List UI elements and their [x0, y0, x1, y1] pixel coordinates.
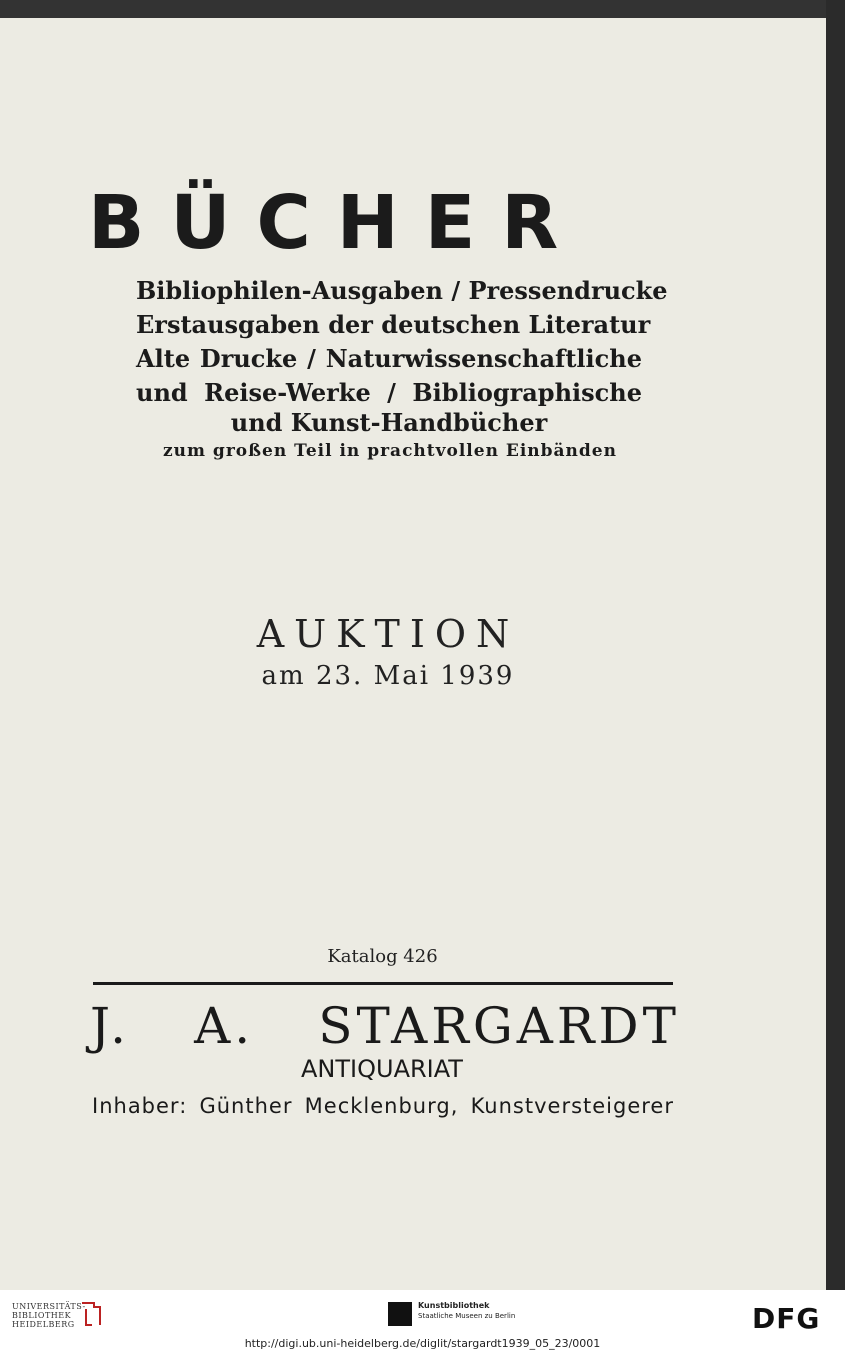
- subtitle-line-1: Bibliophilen-Ausgaben / Pressendrucke: [136, 276, 668, 305]
- dfg-logo: DFG: [752, 1302, 821, 1335]
- ub-line-2: BIBLIOTHEK: [12, 1311, 72, 1320]
- subtitle-line-3: Alte Drucke / Naturwissenschaftliche: [136, 344, 642, 373]
- auction-date: am 23. Mai 1939: [261, 661, 515, 691]
- binding-note: zum großen Teil in prachtvollen Einbänden: [163, 441, 617, 461]
- ub-heidelberg-logo-icon: [80, 1301, 102, 1327]
- publisher-type: ANTIQUARIAT: [301, 1055, 463, 1083]
- source-url[interactable]: http://digi.ub.uni-heidelberg.de/diglit/stargardt1939_05_23/0001: [244, 1337, 601, 1350]
- divider-rule: [93, 982, 673, 985]
- ub-line-1: UNIVERSITÄTS-: [12, 1302, 86, 1311]
- kb-sub: Staatliche Museen zu Berlin: [418, 1312, 516, 1320]
- top-border: [0, 0, 845, 18]
- kb-name: Kunstbibliothek: [418, 1301, 490, 1310]
- auction-heading: AUKTION: [256, 612, 520, 656]
- ub-line-3: HEIDELBERG: [12, 1320, 75, 1329]
- subtitle-line-4: und Reise-Werke / Bibliographische: [136, 378, 642, 407]
- publisher-name: J. A. STARGARDT: [90, 997, 680, 1055]
- owner-line: Inhaber: Günther Mecklenburg, Kunstversteigerer: [92, 1094, 674, 1118]
- right-border: [826, 0, 845, 1290]
- kunstbibliothek-logo-icon: [388, 1302, 412, 1326]
- ub-heidelberg-logo-text: [12, 1302, 86, 1329]
- page-title: BÜCHER: [88, 180, 585, 266]
- subtitle-line-2: Erstausgaben der deutschen Literatur: [136, 310, 651, 339]
- subtitle-line-5: und Kunst-Handbücher: [230, 408, 548, 437]
- kunstbibliothek-logo-text: [418, 1301, 515, 1321]
- catalog-number: Katalog 426: [327, 946, 438, 967]
